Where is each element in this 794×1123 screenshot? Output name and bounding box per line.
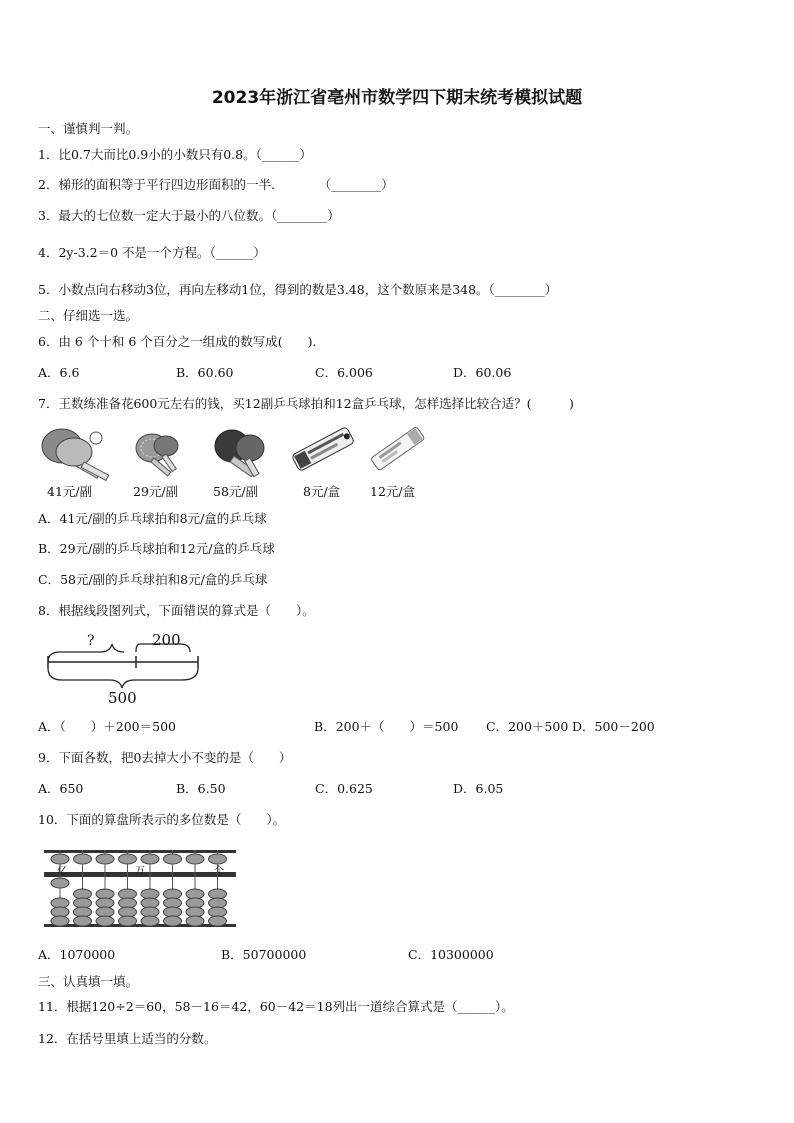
question-8: 8．根据线段图列式，下面错误的算式是（ ）。 xyxy=(38,603,315,618)
q8-option-a: A．（ ）＋200＝500 xyxy=(38,719,176,734)
question-11: 11．根据120÷2＝60，58－16＝42，60－42＝18列出一道综合算式是（______）。 xyxy=(38,999,514,1014)
question-2: 2．梯形的面积等于平行四边形面积的一半. （________） xyxy=(38,177,394,192)
paddle-pair-41-image xyxy=(38,424,114,480)
abacus-label-yi: 亿 xyxy=(57,866,67,877)
paddle-pair-58-image xyxy=(210,426,272,478)
diagram-total-label: 500 xyxy=(108,689,137,707)
abacus-label-wan: 万 xyxy=(135,866,145,877)
q6-option-c: C．6.006 xyxy=(315,365,373,380)
q8-option-c: C．200＋500 xyxy=(486,719,569,734)
question-3: 3．最大的七位数一定大于最小的八位数。（________） xyxy=(38,208,340,223)
q10-option-a: A．1070000 xyxy=(38,947,116,962)
q9-option-d: D．6.05 xyxy=(453,781,504,796)
paddle-pair-29-image xyxy=(126,428,186,480)
ball-box-12-image xyxy=(368,424,428,474)
question-10: 10．下面的算盘所表示的多位数是（ ）。 xyxy=(38,812,286,827)
q7-option-b: B．29元/副的乒乓球拍和12元/盒的乒乓球 xyxy=(38,541,275,556)
price-label-29: 29元/副 xyxy=(133,484,179,499)
q10-option-c: C．10300000 xyxy=(408,947,494,962)
question-4: 4．2y-3.2＝0 不是一个方程。（______） xyxy=(38,245,266,260)
section-heading-judge: 一、谨慎判一判。 xyxy=(38,121,139,136)
q6-option-b: B．60.60 xyxy=(176,365,234,380)
q9-option-b: B．6.50 xyxy=(176,781,226,796)
q10-option-b: B．50700000 xyxy=(221,947,307,962)
question-6: 6．由 6 个十和 6 个百分之一组成的数写成( ). xyxy=(38,334,317,349)
diagram-unknown-label: ? xyxy=(87,633,95,649)
page-title: 2023年浙江省亳州市数学四下期末统考模拟试题 xyxy=(211,88,583,108)
question-9: 9．下面各数，把0去掉大小不变的是（ ） xyxy=(38,750,292,765)
price-label-58: 58元/副 xyxy=(213,484,259,499)
question-1: 1．比0.7大而比0.9小的小数只有0.8。（______） xyxy=(38,147,312,162)
q9-option-c: C．0.625 xyxy=(315,781,373,796)
q7-option-a: A．41元/副的乒乓球拍和8元/盒的乒乓球 xyxy=(38,511,267,526)
q7-option-c: C．58元/副的乒乓球拍和8元/盒的乒乓球 xyxy=(38,572,268,587)
abacus-label-ge: 个 xyxy=(214,866,224,877)
section-heading-fill: 三、认真填一填。 xyxy=(38,974,139,989)
price-label-12: 12元/盒 xyxy=(370,484,416,499)
price-label-8: 8元/盒 xyxy=(303,484,341,499)
q6-option-d: D．60.06 xyxy=(453,365,512,380)
diagram-part-label: 200 xyxy=(152,631,181,649)
question-5: 5．小数点向右移动3位，再向左移动1位，得到的数是3.48，这个数原来是348。（________） xyxy=(38,282,558,297)
price-label-41: 41元/副 xyxy=(47,484,93,499)
abacus-image xyxy=(44,846,236,930)
question-12: 12．在括号里填上适当的分数。 xyxy=(38,1031,217,1046)
q8-option-d: D．500－200 xyxy=(572,719,655,734)
q9-option-a: A．650 xyxy=(38,781,84,796)
question-7: 7．王数练准备花600元左右的钱，买12副乒乓球拍和12盒乒乓球，怎样选择比较合适？( ) xyxy=(38,396,574,411)
q8-option-b: B．200＋（ ）＝500 xyxy=(314,719,459,734)
section-heading-choose: 二、仔细选一选。 xyxy=(38,308,139,323)
ball-box-8-image xyxy=(288,424,358,474)
q6-option-a: A．6.6 xyxy=(38,365,80,380)
